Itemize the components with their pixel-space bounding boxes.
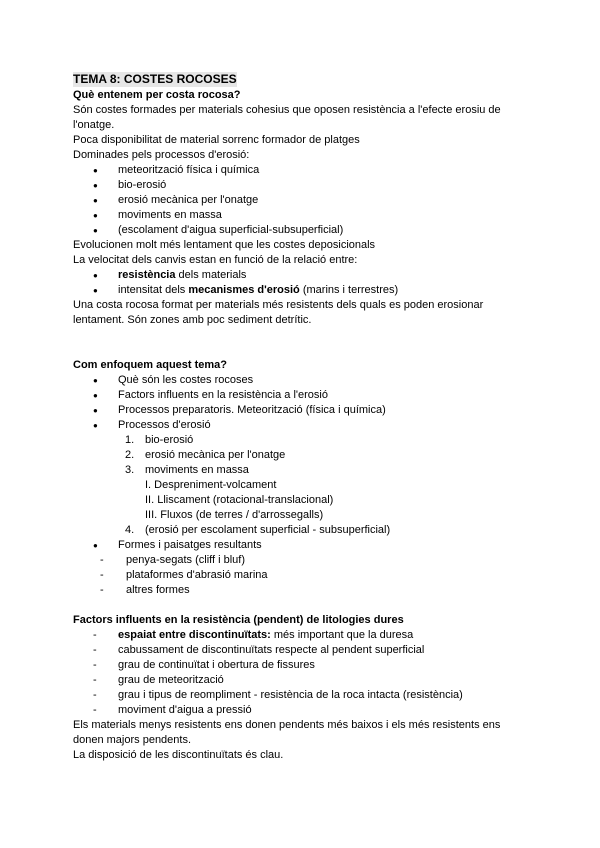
list-item xyxy=(73,283,533,298)
dash-item: - plataformes d'abrasió marina xyxy=(73,568,533,583)
paragraph: Poca disponibilitat de material sorrenc formador de platges xyxy=(73,134,360,146)
list-item: ● bio-erosió xyxy=(73,178,533,193)
dash-item: - grau i tipus de reompliment - resistència de la roca intacta (resistència) xyxy=(73,688,533,703)
list-item: ● Processos d'erosió xyxy=(73,418,533,433)
dash-item: - cabussament de discontinuïtats respecte al pendent superficial xyxy=(73,643,533,658)
list-item: ● Processos preparatoris. Meteorització (física i química) xyxy=(73,403,533,418)
list-item xyxy=(73,268,533,283)
numbered-item: 4. (erosió per escolament superficial - subsuperficial) xyxy=(125,524,391,536)
dash-item: - grau de meteorització xyxy=(73,673,533,688)
erosion-process-sublist xyxy=(73,433,533,478)
list-item: ● Factors influents en la resistència a l'erosió xyxy=(73,388,533,403)
bold-text: espaiat entre discontinuïtats: xyxy=(118,629,271,641)
bold-text: mecanismes d'erosió xyxy=(188,284,300,296)
list-item: ● erosió mecànica per l'onatge xyxy=(73,193,533,208)
text: intensitat dels xyxy=(118,284,189,296)
dash-item: - grau de continuïtat i obertura de fissures xyxy=(73,658,533,673)
page-title: TEMA 8: COSTES ROCOSES xyxy=(73,72,237,86)
text: més important que la duresa xyxy=(270,629,414,641)
numbered-item: 1. bio-erosió xyxy=(125,434,194,446)
topic-list xyxy=(73,373,533,433)
factors-list xyxy=(73,628,533,718)
section-heading-what: Què entenem per costa rocosa? xyxy=(73,89,241,101)
paragraph: Dominades pels processos d'erosió: xyxy=(73,149,250,161)
list-item: ● Què són les costes rocoses xyxy=(73,373,533,388)
list-item: ● (escolament d'aigua superficial-subsuperficial) xyxy=(73,223,533,238)
document-page xyxy=(73,72,533,763)
section-heading-approach: Com enfoquem aquest tema? xyxy=(73,359,228,371)
dash-item xyxy=(73,628,533,643)
relation-list xyxy=(73,268,533,298)
paragraph: Són costes formades per materials cohesius que oposen resistència a l'efecte erosiu de l'onatge. xyxy=(73,104,501,131)
roman-item: III. Fluxos (de terres / d'arrossegalls) xyxy=(145,509,324,521)
roman-item: I. Despreniment-volcament xyxy=(145,479,277,491)
section-heading-factors: Factors influents en la resistència (pendent) de litologies dures xyxy=(73,614,404,626)
paragraph: La velocitat dels canvis estan en funció de la relació entre: xyxy=(73,254,358,266)
roman-item: II. Lliscament (rotacional-translacional) xyxy=(145,494,334,506)
text: (marins i terrestres) xyxy=(299,284,399,296)
forms-list xyxy=(73,538,533,553)
paragraph: La disposició de les discontinuïtats és clau. xyxy=(73,749,284,761)
forms-sublist xyxy=(73,553,533,598)
list-item: ● moviments en massa xyxy=(73,208,533,223)
dash-item: - altres formes xyxy=(73,583,533,598)
dash-item: - penya-segats (cliff i bluf) xyxy=(73,553,533,568)
text: dels materials xyxy=(175,269,247,281)
bold-text: resistència xyxy=(118,269,176,281)
list-item: ● meteorització física i química xyxy=(73,163,533,178)
paragraph: Una costa rocosa format per materials més resistents dels quals es poden erosionar lentament. Són zones amb poc sediment detrític. xyxy=(73,299,484,326)
numbered-item: 3. moviments en massa xyxy=(125,464,249,476)
paragraph: Evolucionen molt més lentament que les costes deposicionals xyxy=(73,239,376,251)
list-item: ● Formes i paisatges resultants xyxy=(73,538,533,553)
paragraph: Els materials menys resistents ens donen pendents més baixos i els més resistents ens donen majors pendents. xyxy=(73,719,501,746)
erosion-process-list xyxy=(73,163,533,238)
dash-item: - moviment d'aigua a pressió xyxy=(73,703,533,718)
numbered-item: 2. erosió mecànica per l'onatge xyxy=(125,449,286,461)
